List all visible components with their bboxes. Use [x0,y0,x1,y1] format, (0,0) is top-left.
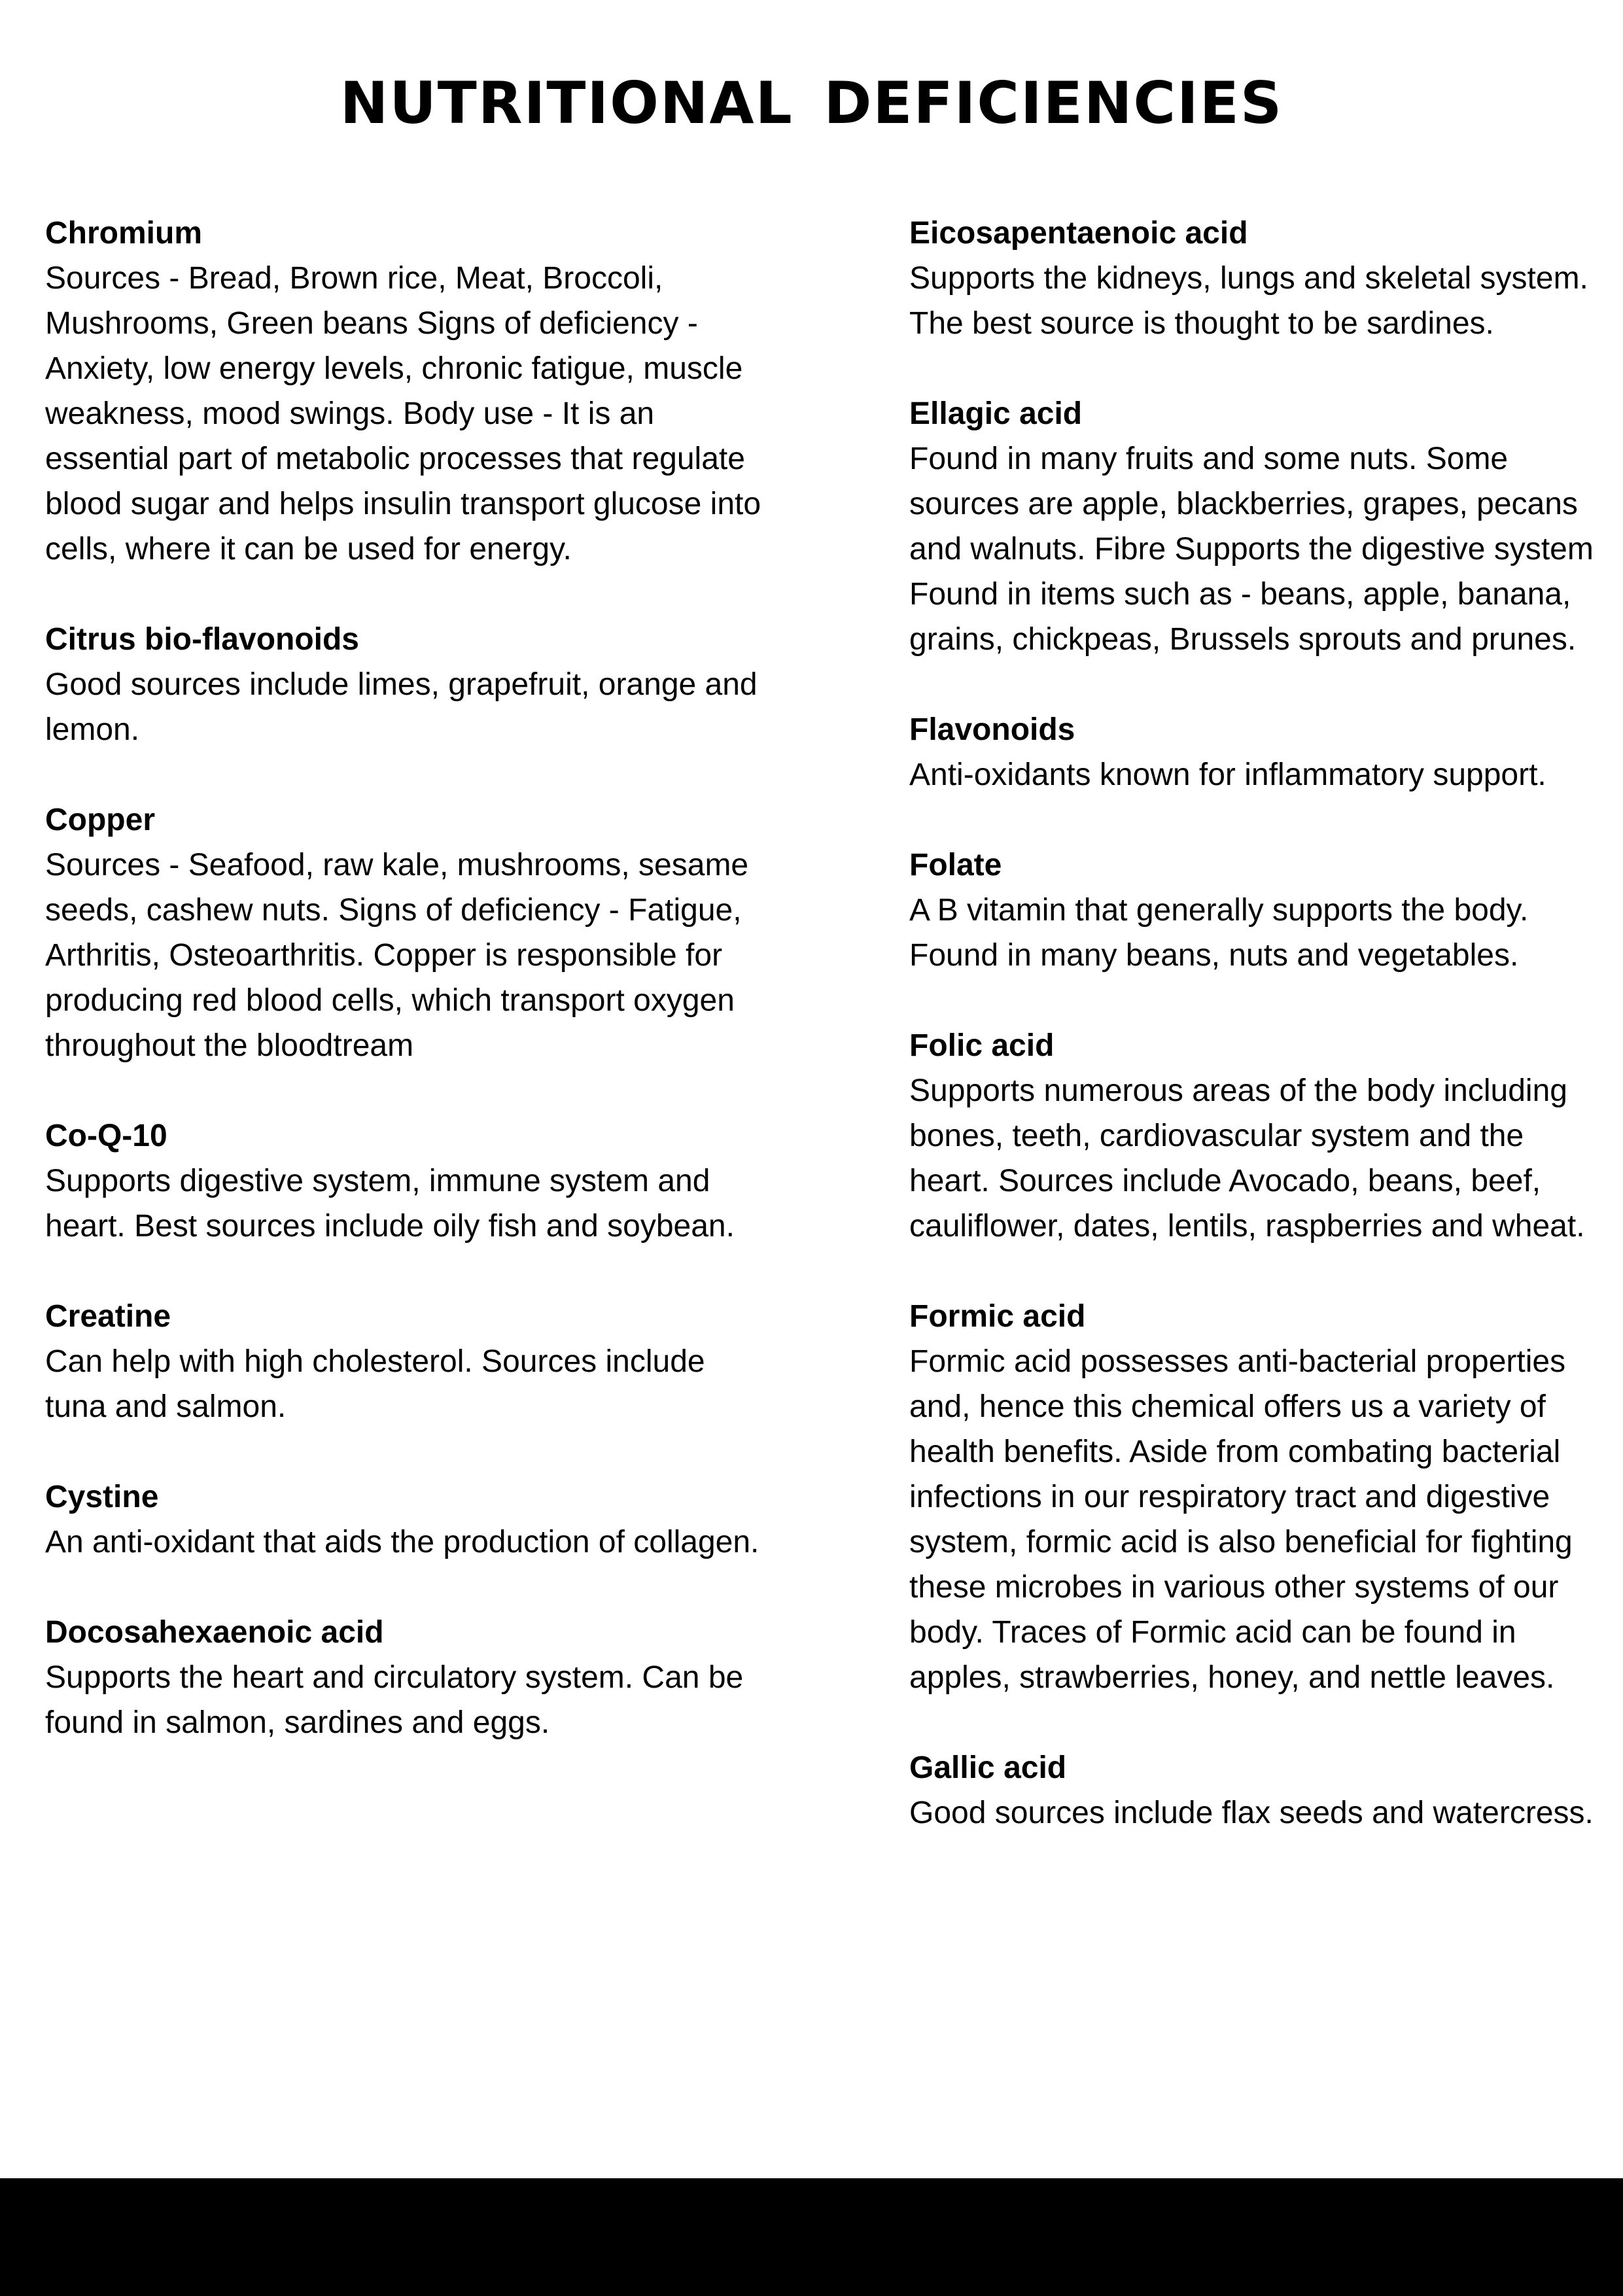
entry-heading: Copper [45,803,155,837]
entry-body: Supports the kidneys, lungs and skeletal system. The best source is thought to be sardines. [909,261,1588,341]
entry-body: An anti-oxidant that aids the production of collagen. [45,1525,759,1559]
entry-creatine [45,1294,768,1429]
entry-heading: Docosahexaenoic acid [45,1615,384,1650]
entry-body: Formic acid possesses anti-bacterial properties and, hence this chemical offers us a variety of health benefits. Aside from combating bacterial infections in our respiratory tract and digestive system, formic acid is also beneficial for fighting these microbes in various other systems of our body. Traces of Formic acid can be found in apples, strawberries, honey, and nettle leaves. [909,1344,1573,1695]
entry-body: Can help with high cholesterol. Sources include tuna and salmon. [45,1344,705,1424]
entry-co-q-10 [45,1113,768,1249]
entry-gallic-acid [909,1745,1596,1835]
entry-citrus-bio-flavonoids [45,617,768,752]
entry-cystine [45,1474,768,1565]
entry-body: Sources - Seafood, raw kale, mushrooms, sesame seeds, cashew nuts. Signs of deficiency - Fatigue, Arthritis, Osteoarthritis. Copper is responsible for producing red blood cells, which transport oxygen throughout the bloodtream [45,848,749,1063]
entry-ellagic-acid [909,391,1596,662]
entry-body: Found in many fruits and some nuts. Some sources are apple, blackberries, grapes, pecans and walnuts. Fibre Supports the digestive system Found in items such as - beans, apple, banana, grains, chickpeas, Brussels sprouts and prunes. [909,442,1594,657]
right-column [909,211,1596,1881]
entry-folate [909,843,1596,978]
entry-body: Good sources include limes, grapefruit, orange and lemon. [45,667,758,747]
entry-chromium [45,211,768,572]
entry-body: A B vitamin that generally supports the body. Found in many beans, nuts and vegetables. [909,893,1529,973]
entry-flavonoids [909,707,1596,797]
page-title: NUTRITIONAL DEFICIENCIES [340,69,1283,137]
entry-copper [45,797,768,1068]
entry-docosahexaenoic-acid [45,1610,768,1745]
left-column [45,211,768,1790]
entry-heading: Folic acid [909,1028,1055,1063]
entry-body: Supports digestive system, immune system and heart. Best sources include oily fish and soybean. [45,1164,735,1244]
entry-eicosapentaenoic-acid [909,211,1596,346]
entry-heading: Citrus bio-flavonoids [45,622,359,657]
entry-heading: Cystine [45,1480,159,1514]
entry-body: Sources - Bread, Brown rice, Meat, Broccoli, Mushrooms, Green beans Signs of deficiency - Anxiety, low energy levels, chronic fatigue, muscle weakness, mood swings. Body use - It is an essential part of metabolic processes that regulate blood sugar and helps insulin transport glucose into cells, where it can be used for energy. [45,261,761,566]
entry-formic-acid [909,1294,1596,1700]
entry-heading: Flavonoids [909,712,1075,747]
entry-body: Supports numerous areas of the body including bones, teeth, cardiovascular system and the heart. Sources include Avocado, beans, beef, cauliflower, dates, lentils, raspberries and wheat. [909,1073,1585,1244]
entry-heading: Formic acid [909,1299,1086,1334]
entry-heading: Ellagic acid [909,396,1083,431]
entry-heading: Chromium [45,216,202,251]
entry-body: Anti-oxidants known for inflammatory support. [909,757,1546,792]
footer-bar [0,2178,1623,2296]
entry-folic-acid [909,1023,1596,1249]
entry-body: Supports the heart and circulatory system. Can be found in salmon, sardines and eggs. [45,1660,744,1740]
entry-heading: Creatine [45,1299,171,1334]
entry-heading: Co-Q-10 [45,1119,167,1153]
entry-heading: Eicosapentaenoic acid [909,216,1248,251]
entry-body: Good sources include flax seeds and watercress. [909,1796,1594,1830]
entry-heading: Folate [909,848,1002,882]
entry-heading: Gallic acid [909,1750,1067,1785]
